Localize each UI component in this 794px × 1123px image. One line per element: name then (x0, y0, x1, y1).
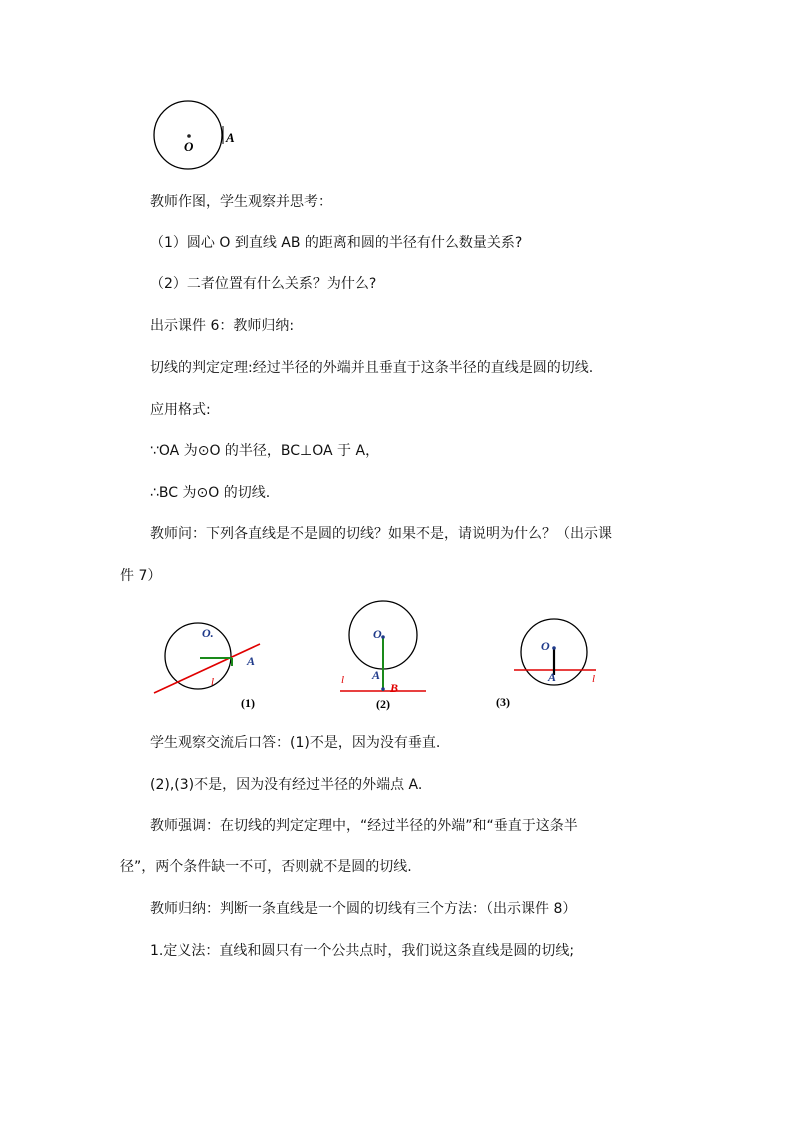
paragraph: 学生观察交流后口答：(1)不是，因为没有垂直. (150, 735, 441, 751)
secant-line (154, 644, 260, 693)
paragraph: 出示课件 6：教师归纳: (150, 318, 295, 334)
paragraph: 应用格式: (150, 402, 211, 418)
center-label: O. (202, 626, 214, 640)
figure-caption: (2) (376, 697, 390, 711)
point-label: A (226, 130, 235, 145)
point-label: A (372, 668, 381, 682)
paragraph: （1）圆心 O 到直线 AB 的距离和圆的半径有什么数量关系? (150, 235, 523, 251)
tangent-figures (150, 600, 610, 715)
line-label: l (341, 674, 345, 686)
figure-caption: (1) (241, 696, 255, 710)
line-label: l (592, 673, 596, 685)
point-label: A (548, 670, 557, 684)
center-label: O (184, 139, 194, 154)
point-label: A (247, 654, 256, 668)
center-dot (552, 646, 556, 650)
center-dot (187, 134, 191, 138)
figure-caption: (3) (496, 695, 510, 709)
point2-label: B (390, 681, 399, 695)
paragraph: ∴BC 为⊙O 的切线. (150, 485, 271, 501)
line-label: l (211, 676, 215, 688)
center-label: O (541, 639, 550, 653)
paragraph-continuation: 件 7） (120, 568, 162, 584)
figure-3 (496, 619, 596, 709)
theorem-paragraph: 切线的判定定理:经过半径的外端并且垂直于这条半径的直线是圆的切线. (150, 360, 594, 376)
paragraph: （2）二者位置有什么关系？为什么? (150, 276, 377, 292)
circle (165, 623, 231, 689)
paragraph: ∵OA 为⊙O 的半径，BC⊥OA 于 A， (150, 443, 380, 459)
center-dot (381, 635, 385, 639)
paragraph: 教师作图，学生观察并思考： (150, 194, 332, 210)
paragraph-continuation: 径”，两个条件缺一不可，否则就不是圆的切线. (120, 859, 412, 875)
paragraph: 教师强调：在切线的判定定理中，“经过半径的外端”和“垂直于这条半 (150, 818, 578, 834)
paragraph: 教师归纳：判断一条直线是一个圆的切线有三个方法：（出示课件 8） (150, 901, 577, 917)
paragraph: 教师问：下列各直线是不是圆的切线？如果不是，请说明为什么？（出示课 (150, 526, 612, 542)
figure-2 (340, 601, 426, 711)
center-label: O (373, 627, 382, 641)
paragraph: (2),(3)不是，因为没有经过半径的外端点 A. (150, 777, 423, 793)
circle-figure-top (150, 96, 250, 178)
figure-1 (154, 623, 260, 710)
paragraph: 1.定义法：直线和圆只有一个公共点时，我们说这条直线是圆的切线; (150, 943, 575, 959)
point-dot (381, 687, 385, 691)
